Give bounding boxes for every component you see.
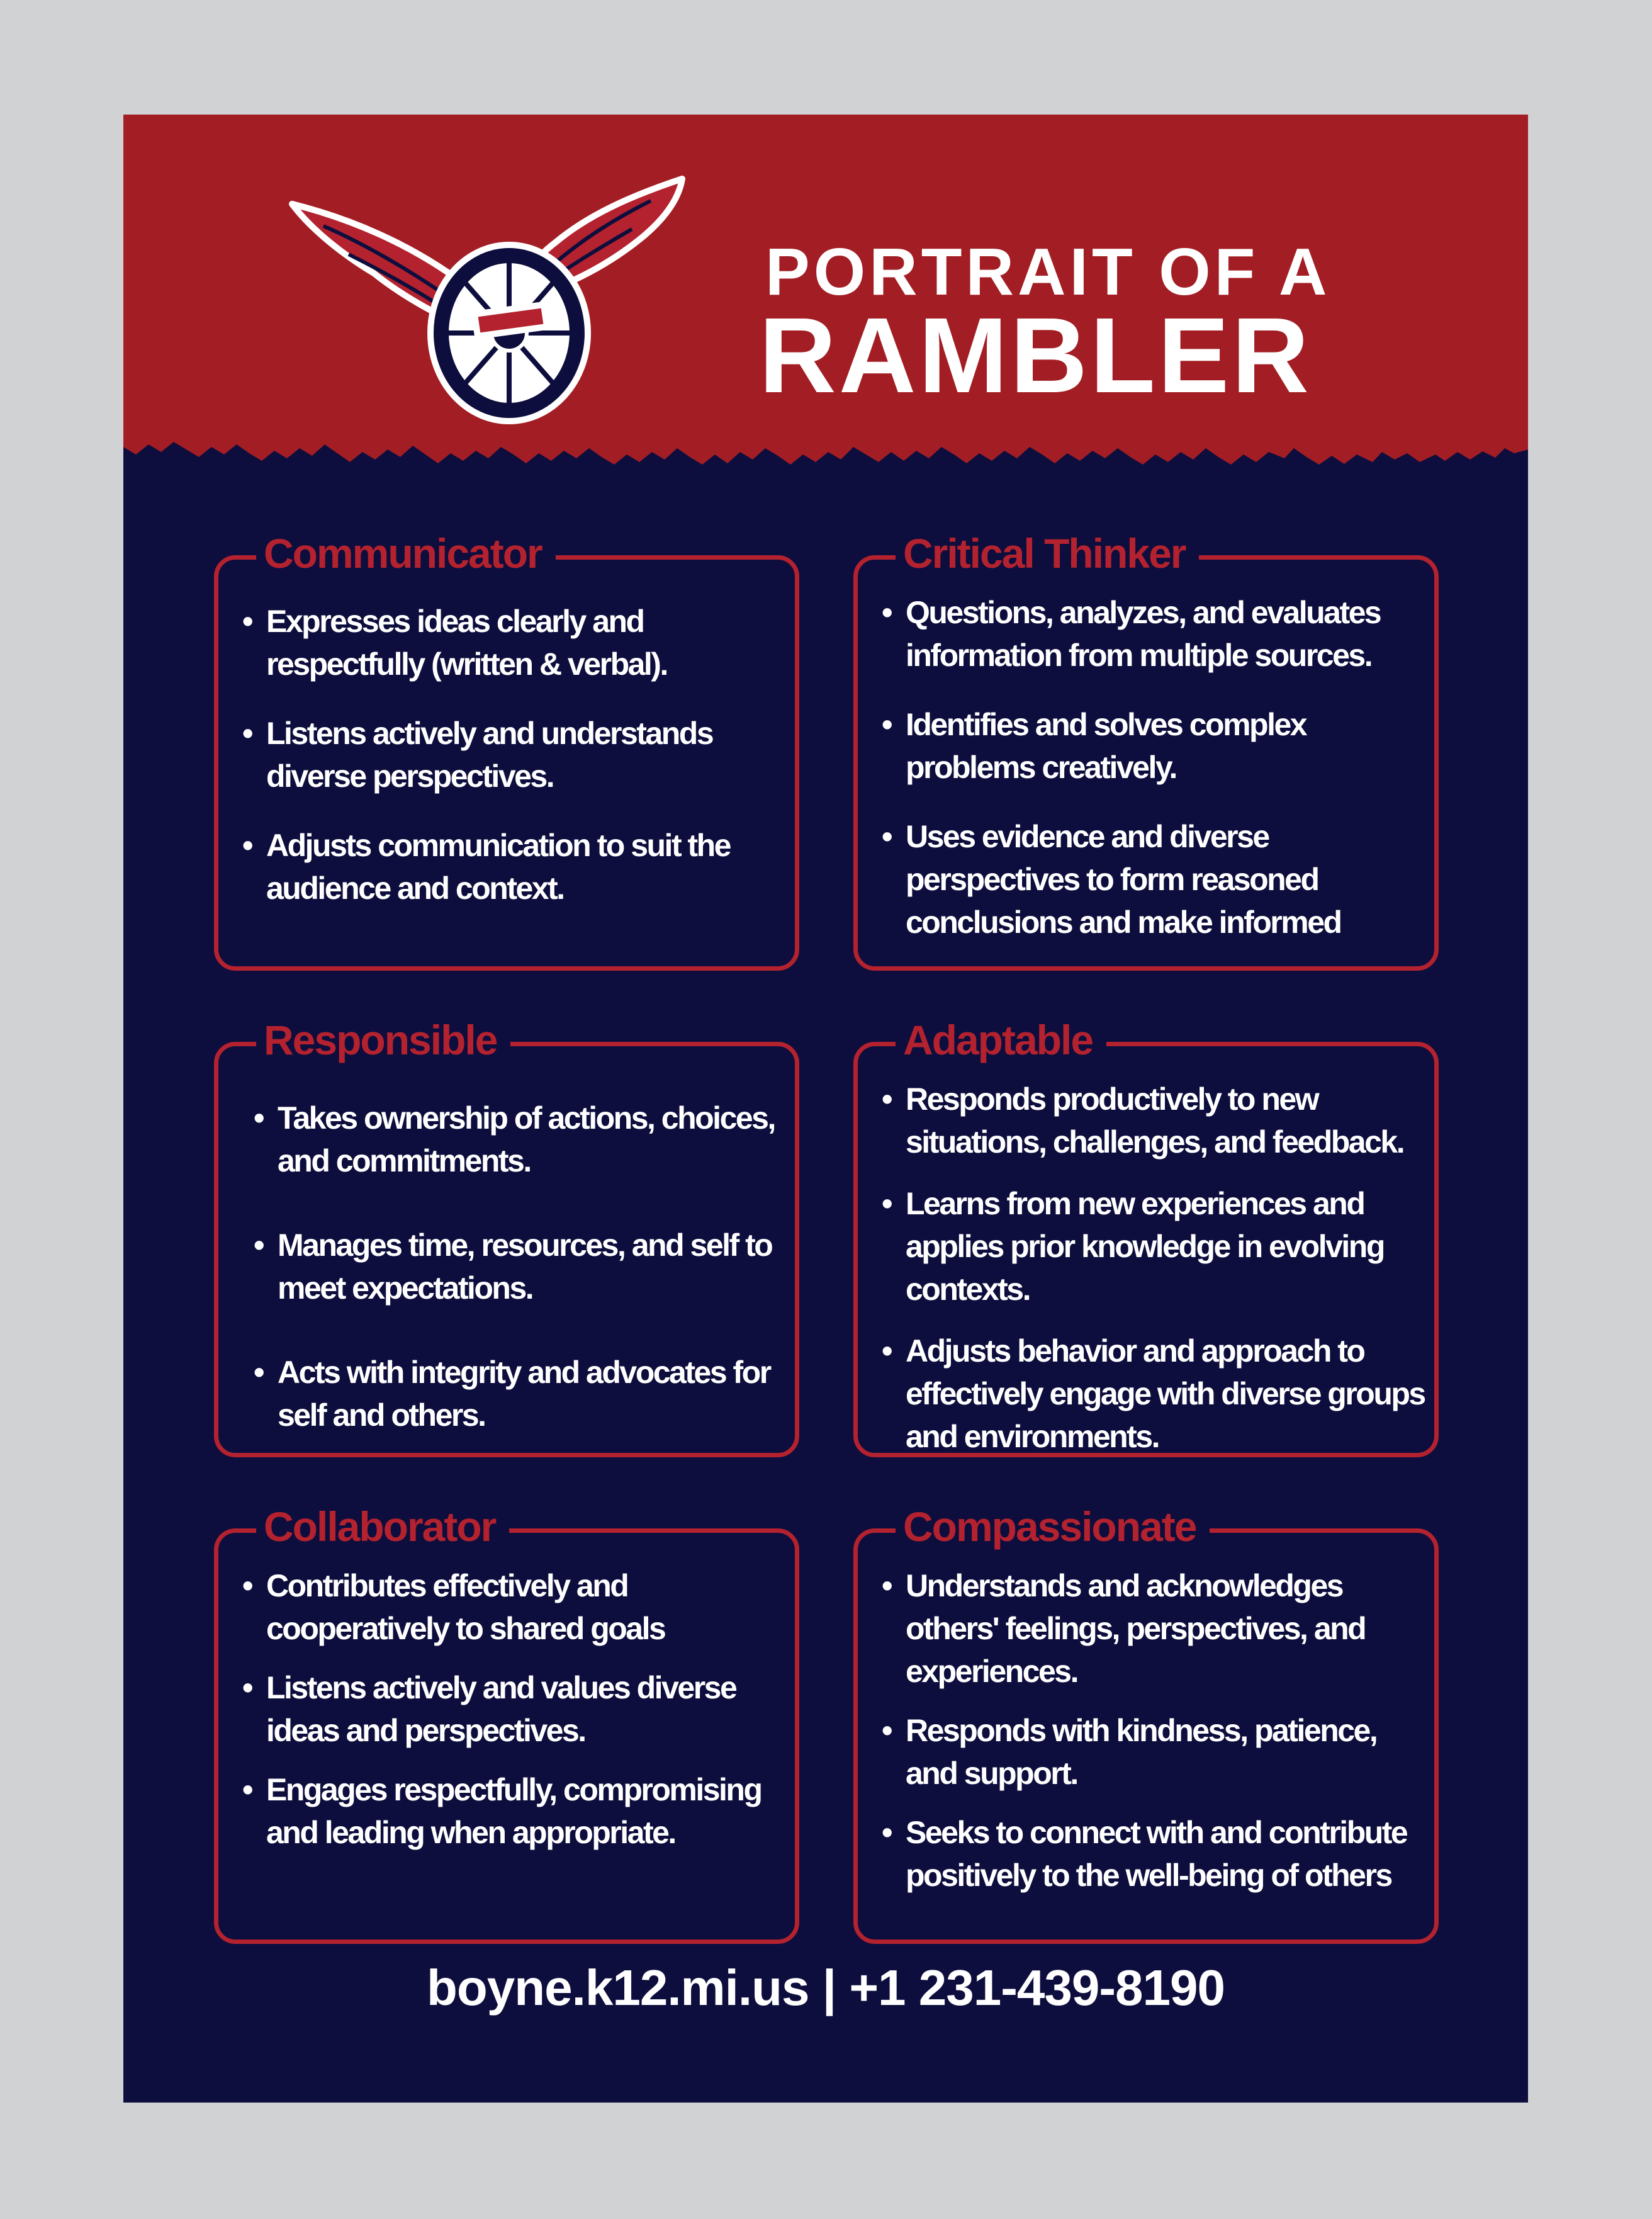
card-compassionate [853,1503,1439,1944]
card-responsible [214,1017,799,1457]
list-item: • Learns from new experiences and applies prior knowledge in evolving contexts. [882,1182,1428,1311]
list-item: • Expresses ideas clearly and respectfully (written & verbal). [242,600,780,686]
winged-wheel-icon [267,166,707,456]
list-item: • Acts with integrity and advocates for self and others. [254,1351,780,1437]
list-item: • Contributes effectively and cooperatively to shared goals [242,1564,780,1650]
list-item: • Adjusts communication to suit the audience and context. [242,824,780,910]
list-item: • Identifies and solves complex problems creatively. [882,703,1419,789]
list-item: • Adjusts behavior and approach to effectively engage with diverse groups and environments. [882,1330,1428,1458]
list-item: • Understands and acknowledges others' feelings, perspectives, and experiences. [882,1564,1428,1693]
card-list [882,1078,1428,1484]
card-title: Responsible [256,1010,510,1070]
footer-contact: boyne.k12.mi.us | +1 231-439-8190 [427,1960,1225,2016]
card-adaptable [853,1017,1439,1457]
card-collaborator [214,1503,799,1944]
title-line-2: RAMBLER [759,296,1312,415]
list-item: • Uses evidence and diverse perspectives to form reasoned conclusions and make informed [882,815,1419,944]
list-item: • Listens actively and values diverse ideas and perspectives. [242,1666,780,1752]
list-item: • Responds productively to new situations, challenges, and feedback. [882,1078,1428,1163]
card-list [242,1564,780,1880]
list-item: • Takes ownership of actions, choices, and commitments. [254,1097,780,1182]
card-critical-thinker [853,530,1439,971]
card-title: Communicator [256,523,556,584]
card-list [882,591,1419,970]
card-communicator [214,530,799,971]
list-item: • Listens actively and understands diverse perspectives. [242,712,780,798]
poster [123,115,1528,2103]
card-title: Adaptable [896,1010,1106,1070]
title-line-1: PORTRAIT OF A [765,235,1331,309]
card-list [242,600,780,936]
list-item: • Manages time, resources, and self to meet expectations. [254,1224,780,1309]
list-item: • Seeks to connect with and contribute positively to the well-being of others [882,1811,1428,1897]
card-title: Critical Thinker [896,523,1199,584]
list-item: • Responds with kindness, patience, and support. [882,1709,1428,1795]
card-list [254,1097,780,1478]
card-title: Compassionate [896,1496,1210,1557]
list-item: • Engages respectfully, compromising and leading when appropriate. [242,1768,780,1854]
card-title: Collaborator [256,1496,509,1557]
card-list [882,1564,1428,1923]
list-item: • Questions, analyzes, and evaluates information from multiple sources. [882,591,1419,677]
